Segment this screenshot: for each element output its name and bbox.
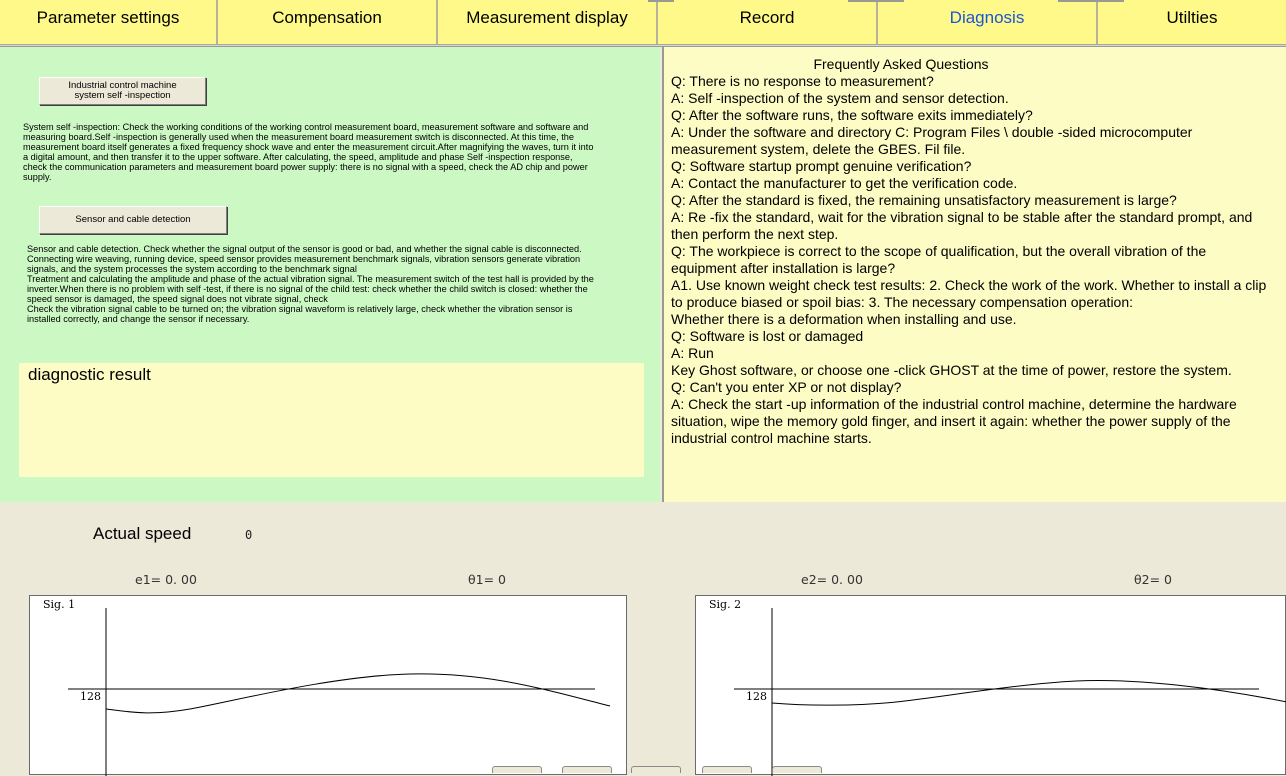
self-inspection-description: System self -inspection: Check the working conditions of the working control measurement board, measurement software and software and measuring board.Self -inspection is generally used when the measurement board measurement switch is disconnected. At this time, the measurement board itself generates a fixed frequency shock wave and enter the measurement circuit.After magnifying the waves, turn it into a digital amount, and then transfer it to the upper software. After calculating, the speed, amplitude and phase Self -inspection response, check the communication parameters and measurement board power supply: there is no signal with a speed, check the AD chip and power supply. bbox=[23, 122, 594, 182]
tab-compensation[interactable]: Compensation bbox=[218, 0, 438, 44]
tab-utilities[interactable]: Utilties bbox=[1166, 8, 1218, 27]
signal-1-axis-label: 128 bbox=[80, 690, 101, 703]
faq-line: Q: Software is lost or damaged bbox=[671, 328, 864, 344]
tab-parameter-settings[interactable]: Parameter settings bbox=[0, 0, 218, 44]
signal-1-scope bbox=[29, 595, 627, 775]
bottom-button-stub[interactable] bbox=[702, 766, 752, 773]
tab-record[interactable]: Record bbox=[658, 0, 878, 44]
signal-1-waveform bbox=[106, 674, 610, 713]
signal-2-label: Sig. 2 bbox=[709, 598, 742, 611]
faq-line: Q: There is no response to measurement? bbox=[671, 73, 934, 89]
faq-line: A: Under the software and directory C: Program Files \ double -sided microcomputer measurement system, delete the GBES. Fil file. bbox=[671, 124, 1193, 157]
signal-2-waveform bbox=[772, 680, 1286, 705]
bottom-button-stub[interactable] bbox=[562, 766, 612, 773]
signal-2-plot bbox=[696, 596, 1286, 776]
signal-2-scope bbox=[695, 595, 1286, 775]
faq-line: A: Check the start -up information of the industrial control machine, determine the hardware situation, wipe the memory gold finger, and insert it again: whether the power supply of the industrial control machine starts. bbox=[671, 396, 1237, 446]
faq-line: A: Run bbox=[671, 345, 714, 361]
faq-title: Frequently Asked Questions bbox=[813, 56, 989, 72]
faq-line: A: Self -inspection of the system and sensor detection. bbox=[671, 90, 1009, 106]
theta2-readout: θ2= 0 bbox=[1134, 572, 1173, 587]
faq-line: Key Ghost software, or choose one -click GHOST at the time of power, restore the system. bbox=[671, 362, 1232, 378]
bottom-button-stub[interactable] bbox=[772, 766, 822, 773]
diagnostic-result-label: diagnostic result bbox=[28, 365, 151, 384]
faq-line: A: Re -fix the standard, wait for the vibration signal to be stable after the standard prompt, and then perform the next step. bbox=[671, 209, 1253, 242]
sensor-cable-detection-button-label: Sensor and cable detection bbox=[75, 214, 191, 225]
faq-line: A1. Use known weight check test results: 2. Check the work of the work. Whether to install a clip to produce biased or spoil bias: 3. The necessary compensation operation: bbox=[671, 277, 1267, 310]
diagnostic-result-box bbox=[19, 363, 644, 477]
tab-notch bbox=[648, 0, 674, 2]
signal-1-label: Sig. 1 bbox=[43, 598, 76, 611]
faq-line: Whether there is a deformation when installing and use. bbox=[671, 311, 1017, 327]
e1-readout: e1= 0. 00 bbox=[135, 572, 197, 587]
bottom-button-stub[interactable] bbox=[631, 766, 681, 773]
e2-readout: e2= 0. 00 bbox=[801, 572, 863, 587]
self-inspection-button[interactable] bbox=[39, 77, 206, 105]
signal-2-axis-label: 128 bbox=[746, 690, 767, 703]
faq-line: Q: After the standard is fixed, the remaining unsatisfactory measurement is large? bbox=[671, 192, 1177, 208]
tab-bar bbox=[0, 0, 1286, 44]
faq-line: Q: The workpiece is correct to the scope of qualification, but the overall vibration of the equipment after installation is large? bbox=[671, 243, 1207, 276]
tab-notch bbox=[1058, 0, 1124, 2]
tab-measurement-display[interactable]: Measurement display bbox=[438, 0, 658, 44]
signal-1-plot bbox=[30, 596, 628, 776]
tab-diagnosis[interactable]: Diagnosis bbox=[878, 0, 1098, 44]
self-inspection-button-label: Industrial control machine system self -inspection bbox=[68, 80, 177, 101]
bottom-button-stub[interactable] bbox=[492, 766, 542, 773]
theta1-readout: θ1= 0 bbox=[468, 572, 507, 587]
faq-body bbox=[671, 73, 1271, 447]
faq-line: Q: Software startup prompt genuine verification? bbox=[671, 158, 972, 174]
faq-panel bbox=[662, 47, 1286, 502]
faq-line: Q: After the software runs, the software exits immediately? bbox=[671, 107, 1033, 123]
diagnosis-tools-panel bbox=[0, 47, 660, 502]
tab-notch bbox=[848, 0, 904, 2]
actual-speed-value: 0 bbox=[245, 528, 253, 542]
faq-line: Q: Can't you enter XP or not display? bbox=[671, 379, 902, 395]
faq-line: A: Contact the manufacturer to get the verification code. bbox=[671, 175, 1018, 191]
actual-speed-label: Actual speed bbox=[93, 524, 192, 543]
sensor-cable-description: Sensor and cable detection. Check whether the signal output of the sensor is good or bad, and whether the signal cable is disconnected. Connecting wire weaving, running device, speed sensor provides measurement benchmark signals, vibration sensors generate vibration signals, and the system processes the system according to the benchmark signal Treatment and calculating the amplitude and phase of the actual vibration signal. The measurement switch of the test hall is provided by the inverter.When there is no problem with self -test, if there is no signal of the child test: check whether the child switch is closed: whether the speed sensor is damaged, the speed signal does not vibrate signal, check Check the vibration signal cable to be turned on; the vibration signal waveform is relatively large, check whether the vibration sensor is installed correctly, and change the sensor if necessary. bbox=[27, 244, 594, 324]
sensor-cable-detection-button[interactable] bbox=[39, 206, 227, 234]
